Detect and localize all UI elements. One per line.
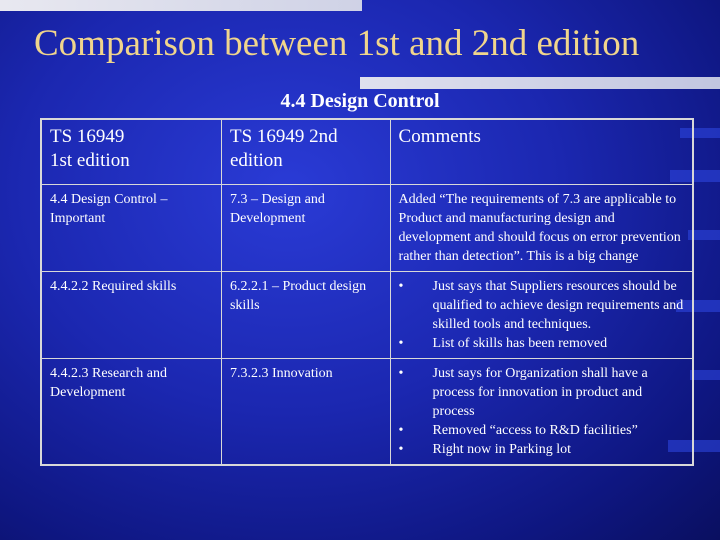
decorative-bar-top bbox=[0, 0, 362, 11]
bullet-icon: • bbox=[398, 366, 404, 381]
bullet-icon: • bbox=[398, 442, 404, 457]
cell-comment: Added “The requirements of 7.3 are applicable to Product and manufacturing design and development and should focus on error prevention rather than detection”. This is a big change bbox=[390, 185, 693, 272]
header-label: TS 16949 2nd bbox=[229, 126, 338, 147]
header-cell-2nd-edition bbox=[221, 119, 390, 185]
bullet-item bbox=[399, 334, 684, 353]
header-cell-1st-edition bbox=[41, 119, 221, 185]
comparison-table bbox=[40, 118, 694, 466]
bullet-text: List of skills has been removed bbox=[432, 336, 608, 351]
cell-2nd-edition: 6.2.2.1 – Product design skills bbox=[221, 272, 390, 359]
table-row bbox=[41, 185, 693, 272]
table-header-row bbox=[41, 119, 693, 185]
decorative-bar-right bbox=[360, 77, 720, 89]
cell-1st-edition: 4.4.2.3 Research and Development bbox=[41, 359, 221, 466]
bullet-text: Just says for Organization shall have a process for innovation in product and process bbox=[432, 366, 648, 419]
cell-comment bbox=[390, 359, 693, 466]
slide-title: Comparison between 1st and 2nd edition bbox=[34, 23, 640, 64]
header-label: TS 16949 bbox=[50, 126, 125, 147]
header-label: Comments bbox=[398, 126, 481, 147]
bullet-icon: • bbox=[398, 336, 404, 351]
bullet-item bbox=[399, 421, 684, 440]
slide-subtitle: 4.4 Design Control bbox=[280, 90, 440, 112]
bullet-item bbox=[399, 364, 684, 421]
bullet-icon: • bbox=[398, 423, 404, 438]
header-label: edition bbox=[229, 150, 283, 171]
cell-1st-edition: 4.4.2.2 Required skills bbox=[41, 272, 221, 359]
bullet-text: Right now in Parking lot bbox=[432, 442, 571, 457]
bullet-item bbox=[399, 440, 684, 459]
bullet-text: Just says that Suppliers resources should be qualified to achieve design requirements and skilled tools and techniques. bbox=[432, 279, 684, 332]
header-cell-comments bbox=[390, 119, 693, 185]
cell-comment bbox=[390, 272, 693, 359]
bullet-item bbox=[399, 277, 684, 334]
cell-2nd-edition: 7.3.2.3 Innovation bbox=[221, 359, 390, 466]
cell-2nd-edition: 7.3 – Design and Development bbox=[221, 185, 390, 272]
cell-1st-edition: 4.4 Design Control – Important bbox=[41, 185, 221, 272]
bullet-icon: • bbox=[398, 279, 404, 294]
table-row bbox=[41, 272, 693, 359]
bullet-text: Removed “access to R&D facilities” bbox=[432, 423, 638, 438]
table-row bbox=[41, 359, 693, 466]
header-label: 1st edition bbox=[50, 150, 130, 171]
